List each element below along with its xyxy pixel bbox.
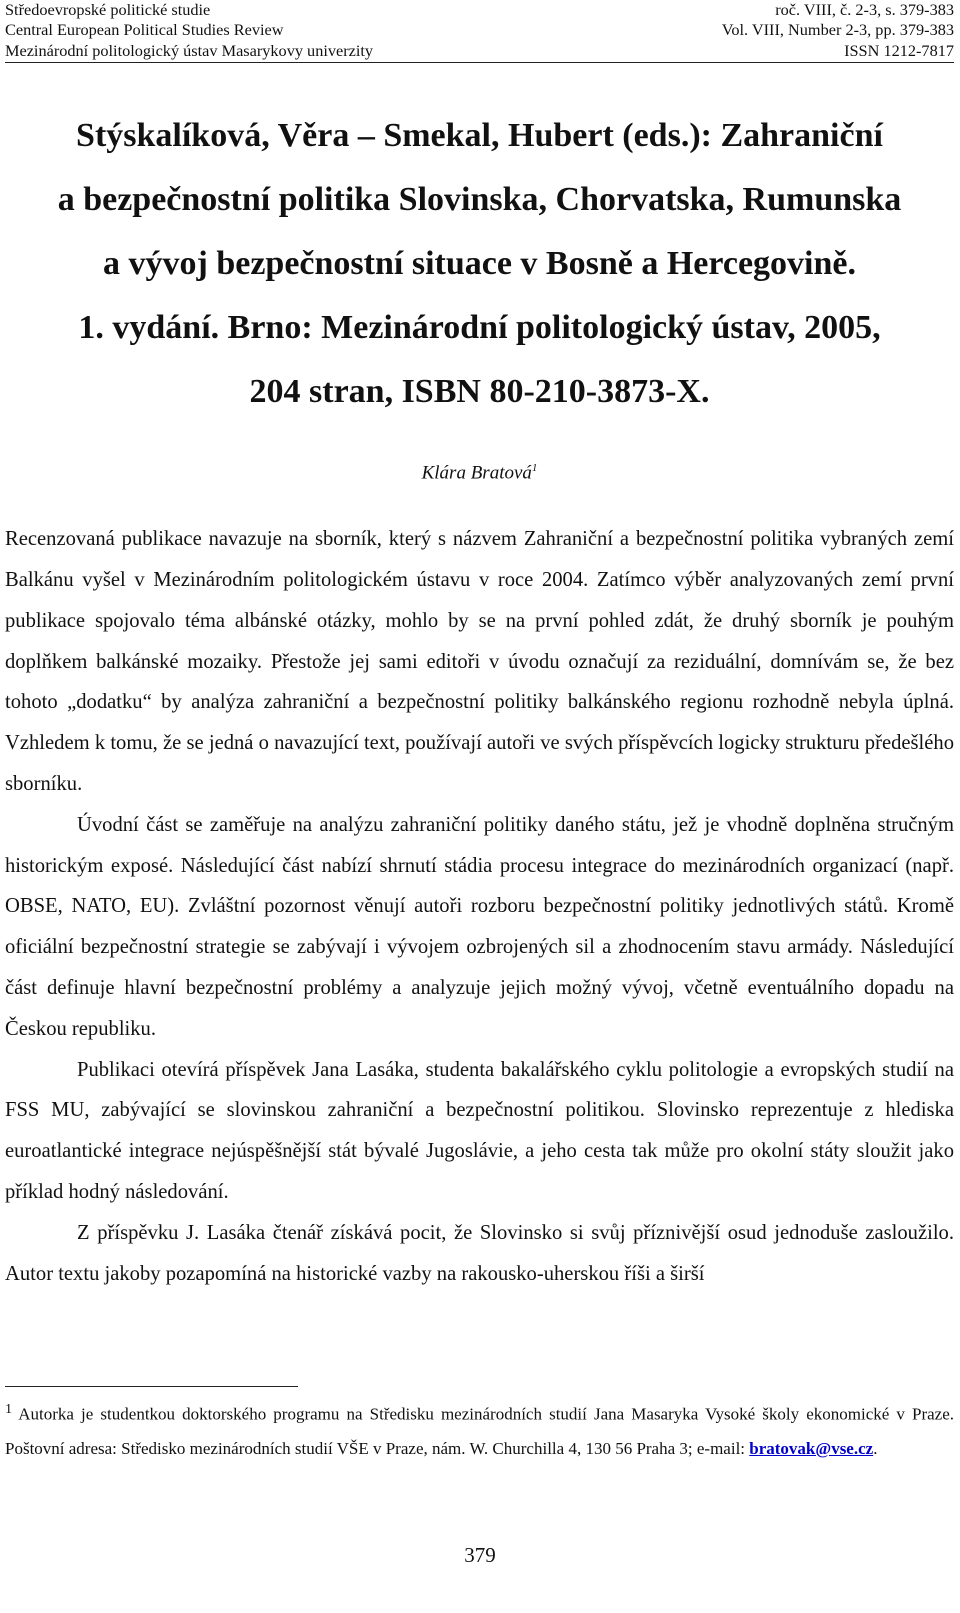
header-row-3: [5, 41, 954, 61]
footnote: [5, 1392, 954, 1467]
page-number: 379: [464, 1543, 496, 1567]
author-line: [5, 448, 954, 493]
email-link[interactable]: bratovak@vse.cz: [749, 1439, 874, 1459]
running-header: [5, 0, 954, 63]
issue-info-cz: roč. VIII, č. 2-3, s. 379-383: [775, 0, 954, 19]
title-line: a vývoj bezpečnostní situace v Bosně a Hercegovině.: [103, 244, 856, 282]
paragraph: Z příspěvku J. Lasáka čtenář získává pocit, že Slovinsko si svůj příznivější osud jednoduše zasloužilo. Autor textu jakoby pozapomíná na historické vazby na rakousko-uherskou říši a širší: [5, 1221, 954, 1285]
footnote-trailing: .: [873, 1439, 878, 1459]
title-line: 1. vydání. Brno: Mezinárodní politologický ústav, 2005,: [78, 308, 881, 346]
author-footnote-mark: 1: [531, 461, 538, 474]
title-line: a bezpečnostní politika Slovinska, Chorvatska, Rumunska: [57, 180, 902, 218]
header-row-1: [5, 0, 954, 20]
journal-name-en: Central European Political Studies Review: [5, 20, 284, 40]
title-line: 204 stran, ISBN 80-210-3873-X.: [249, 372, 710, 410]
paragraph: Publikaci otevírá příspěvek Jana Lasáka, studenta bakalářského cyklu politologie a evropských studií na FSS MU, zabývající se slovinskou zahraniční a bezpečnostní politikou. Slovinsko reprezentuje z hlediska euroatlantické integrace nejúspěšnější stát bývalé Jugoslávie, a jeho cesta tak může pro okolní státy sloužit jako příklad hodný následování.: [5, 1058, 954, 1203]
issue-info-en: Vol. VIII, Number 2-3, pp. 379-383: [721, 20, 954, 40]
journal-name-cz: Středoevropské politické studie: [5, 0, 211, 19]
header-row-2: [5, 20, 954, 40]
review-title: [5, 104, 954, 424]
issn: ISSN 1212-7817: [844, 40, 954, 60]
header-divider: [5, 62, 954, 63]
author-name: Klára Bratová: [421, 462, 532, 484]
paragraph: Úvodní část se zaměřuje na analýzu zahraniční politiky daného státu, jež je vhodně doplněna stručným historickým exposé. Následující část nabízí shrnutí stádia procesu integrace do mezinárodních organizací (např. OBSE, NATO, EU). Zvláštní pozornost věnují autoři rozboru bezpečnostní politiky jednotlivých států. Kromě oficiální bezpečnostní strategie se zabývají i vývojem ozbrojených sil a zhodnocením stavu armády. Následující část definuje hlavní bezpečnostní problémy a analyzuje jejich možný vývoj, včetně eventuálního dopadu na Českou republiku.: [5, 813, 954, 1040]
footnote-text: Autorka je studentkou doktorského programu na Středisku mezinárodních studií Jana Masaryka Vysoké školy ekonomické v Praze. Poštovní adresa: Středisko mezinárodních studií VŠE v Praze, nám. W. Churchilla 4, 130 56 Praha 3; e-mail:: [5, 1404, 954, 1459]
paragraph: Recenzovaná publikace navazuje na sborník, který s názvem Zahraniční a bezpečnostní politika vybraných zemí Balkánu vyšel v Mezinárodním politologickém ústavu v roce 2004. Zatímco výběr analyzovaných zemí první publikace spojovalo téma albánské otázky, mohlo by se na první pohled zdát, že druhý sborník je pouhým doplňkem balkánské mozaiky. Přestože jej sami editoři v úvodu označují za reziduální, domnívám se, že bez tohoto „dodatku“ by analýza zahraniční a bezpečnostní politiky balkánského regionu rozhodně nebyla úplná. Vzhledem k tomu, že se jedná o navazující text, používají autoři ve svých příspěvcích logicky strukturu předešlého sborníku.: [5, 528, 954, 795]
title-line: Stýskalíková, Věra – Smekal, Hubert (eds.): Zahraniční: [76, 116, 883, 154]
body-text: [5, 519, 954, 1294]
footnote-divider: [5, 1386, 298, 1387]
publisher-name: Mezinárodní politologický ústav Masarykovy univerzity: [5, 40, 374, 60]
footnote-number: 1: [5, 1401, 13, 1417]
